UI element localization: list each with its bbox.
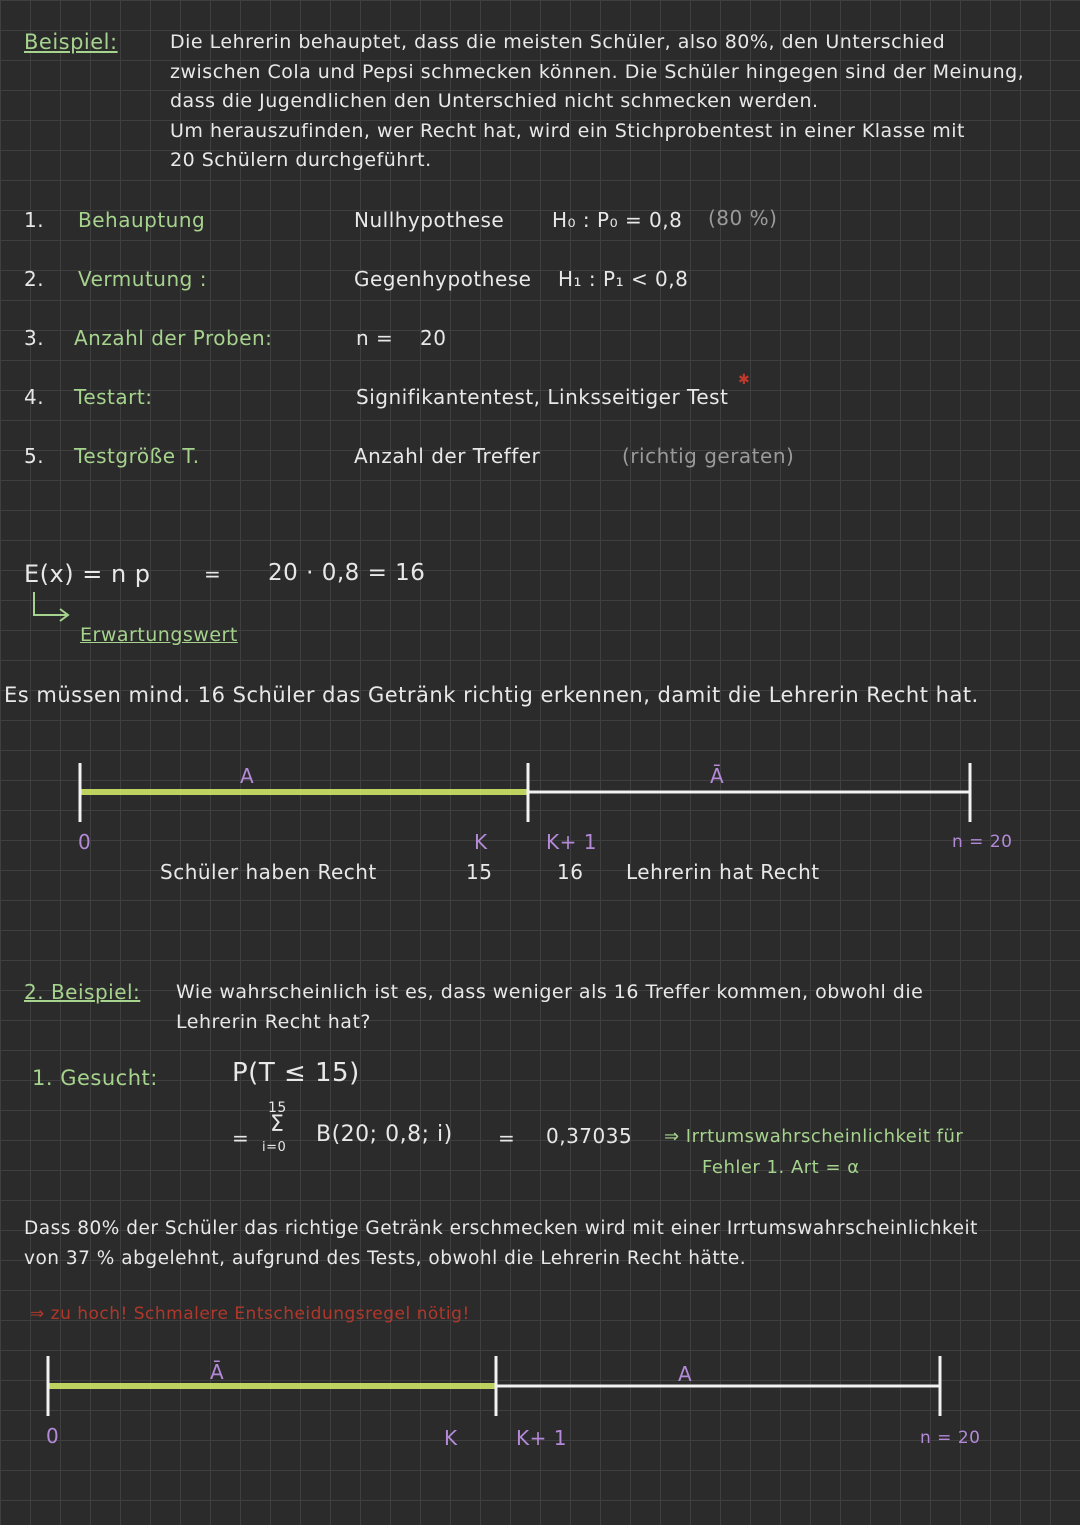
text-line: Wie wahrscheinlich ist es, dass weniger als 16 Treffer kommen, obwohl die [176,981,924,1003]
region-a-bar: Ā [710,764,725,788]
k1-label: K+ 1 [516,1426,567,1450]
step-term: Nullhypothese [354,208,505,232]
equals-sign: = [498,1126,516,1150]
sigma-icon: Σ [270,1112,285,1137]
probability-expression: P(T ≤ 15) [232,1058,360,1088]
k-value: 15 [466,860,493,884]
n-label: n = 20 [952,832,1013,852]
step-number: 4. [24,385,45,409]
warning-note: ⇒ zu hoch! Schmalere Entscheidungsregel nötig! [30,1304,470,1324]
step-term: Gegenhypothese [354,267,532,291]
expected-formula: E(x) = n p [24,560,151,588]
expected-label: Erwartungswert [80,624,238,646]
step-label: Behauptung [78,208,206,232]
step-term: Anzahl der Treffer [354,444,541,468]
step-value: H₀ : P₀ = 0,8 [552,208,683,232]
result-note: ⇒ Irrtumswahrscheinlichkeit für [664,1126,964,1147]
k1-label: K+ 1 [546,830,597,854]
step-label: Testgröße T. [74,444,200,468]
result-value: 0,37035 [546,1124,633,1148]
step-note: (richtig geraten) [622,444,795,468]
step-label: Anzahl der Proben: [74,326,273,350]
k-label: K [444,1426,458,1450]
example2-label: 2. Beispiel: [24,980,141,1004]
text-line: Die Lehrerin behauptet, dass die meisten Schüler, also 80%, den Unterschied [170,31,946,53]
step-value: H₁ : P₁ < 0,8 [558,267,689,291]
text-line: dass die Jugendlichen den Unterschied nicht schmecken werden. [170,90,819,112]
step-number: 5. [24,444,45,468]
expected-equals: = [204,562,222,586]
example1-label: Beispiel: [24,30,118,54]
step-label: Testart: [74,385,153,409]
text-line: 20 Schülern durchgeführt. [170,149,432,171]
expected-conclusion: Es müssen mind. 16 Schüler das Getränk richtig erkennen, damit die Lehrerin Recht hat. [4,683,979,707]
binomial-expression: B(20; 0,8; i) [316,1122,453,1147]
region-a: A [678,1362,693,1386]
teacher-right-text: Lehrerin hat Recht [626,860,820,884]
region-a: A [240,764,255,788]
step-number: 2. [24,267,45,291]
step-term: Signifikantentest, Linksseitiger Test [356,385,729,409]
sum-upper: 15 [268,1100,287,1116]
step-term: n = [356,326,394,350]
k-label: K [474,830,488,854]
k1-value: 16 [557,860,584,884]
text-line: Lehrerin Recht hat? [176,1010,371,1033]
step-label: Vermutung : [78,267,207,291]
sought-label: 1. Gesucht: [32,1066,158,1090]
step-number: 1. [24,208,45,232]
step-number: 3. [24,326,45,350]
result-note: Fehler 1. Art = α [702,1157,860,1178]
step-note: (80 %) [708,206,778,230]
expected-calc: 20 · 0,8 = 16 [268,560,426,586]
region-a-bar: Ā [210,1360,225,1384]
text-line: zwischen Cola und Pepsi schmecken können. Die Schüler hingegen sind der Meinung, [170,60,1025,83]
n-label: n = 20 [920,1428,981,1448]
equals-sign: = [232,1126,250,1150]
step-value: 20 [420,326,447,350]
text-line: von 37 % abgelehnt, aufgrund des Tests, obwohl die Lehrerin Recht hätte. [24,1247,747,1269]
text-line: Dass 80% der Schüler das richtige Getränk erschmecken wird mit einer Irrtumswahrscheinlichkeit [24,1218,978,1239]
red-mark: ✱ [738,372,751,388]
students-right-text: Schüler haben Recht [160,860,377,884]
zero-label: 0 [78,830,92,854]
zero-label: 0 [46,1424,60,1448]
sum-lower: i=0 [262,1140,287,1155]
text-line: Um herauszufinden, wer Recht hat, wird ein Stichprobentest in einer Klasse mit [170,119,965,142]
